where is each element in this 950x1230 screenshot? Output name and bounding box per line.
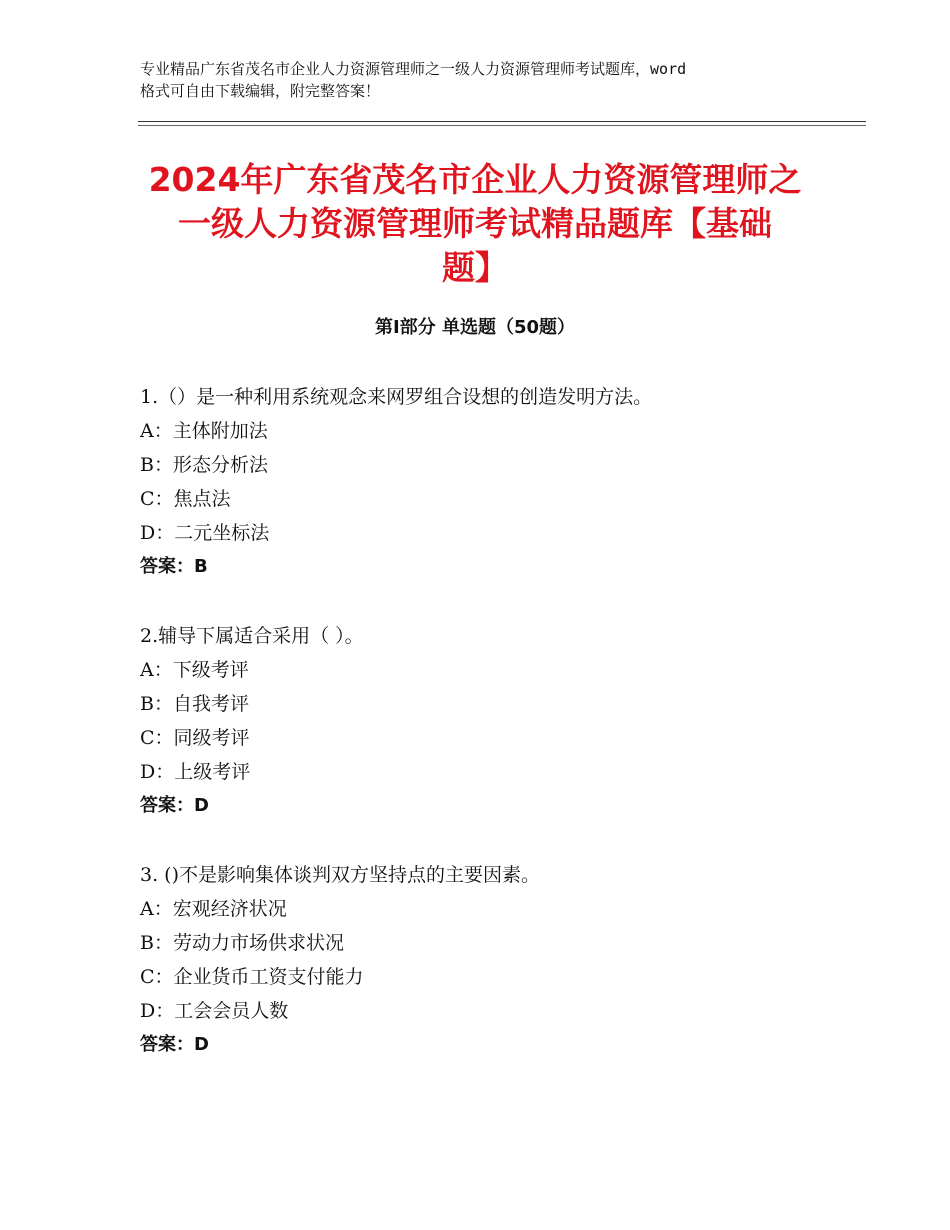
header-divider-thin — [138, 125, 866, 126]
answer-label: 答案：B — [140, 556, 208, 577]
answer-label: 答案：D — [140, 1034, 209, 1055]
option-b: B：劳动力市场供求状况 — [140, 932, 344, 954]
option-c: C：同级考评 — [140, 727, 250, 749]
question-3 — [140, 858, 840, 1062]
option-a: A：下级考评 — [140, 659, 249, 681]
title-line-2: 一级人力资源管理师考试精品题库【基础 — [178, 204, 772, 243]
question-1 — [140, 380, 840, 584]
option-d: D：二元坐标法 — [140, 522, 270, 544]
option-a: A：主体附加法 — [140, 420, 268, 442]
option-d: D：上级考评 — [140, 761, 251, 783]
option-d: D：工会会员人数 — [140, 1000, 289, 1022]
question-2 — [140, 619, 840, 823]
option-b: B：形态分析法 — [140, 454, 268, 476]
option-a: A：宏观经济状况 — [140, 898, 287, 920]
answer-label: 答案：D — [140, 795, 209, 816]
option-c: C：焦点法 — [140, 488, 231, 510]
section-heading: 第Ⅰ部分 单选题（50题） — [374, 317, 575, 338]
option-b: B：自我考评 — [140, 693, 249, 715]
title-line-1: 2024年广东省茂名市企业人力资源管理师之 — [148, 160, 802, 199]
header-divider-thick — [138, 121, 866, 122]
header-note: 专业精品广东省茂名市企业人力资源管理师之一级人力资源管理师考试题库，word 格式可自由下载编辑，附完整答案！ — [140, 60, 687, 100]
question-stem: 3. ()不是影响集体谈判双方坚持点的主要因素。 — [140, 864, 540, 886]
option-c: C：企业货币工资支付能力 — [140, 966, 364, 988]
question-stem: 1.（）是一种利用系统观念来网罗组合设想的创造发明方法。 — [140, 386, 653, 408]
title-line-3: 题】 — [442, 248, 508, 287]
question-stem: 2.辅导下属适合采用（ ）。 — [140, 625, 364, 647]
document-title — [140, 158, 810, 290]
